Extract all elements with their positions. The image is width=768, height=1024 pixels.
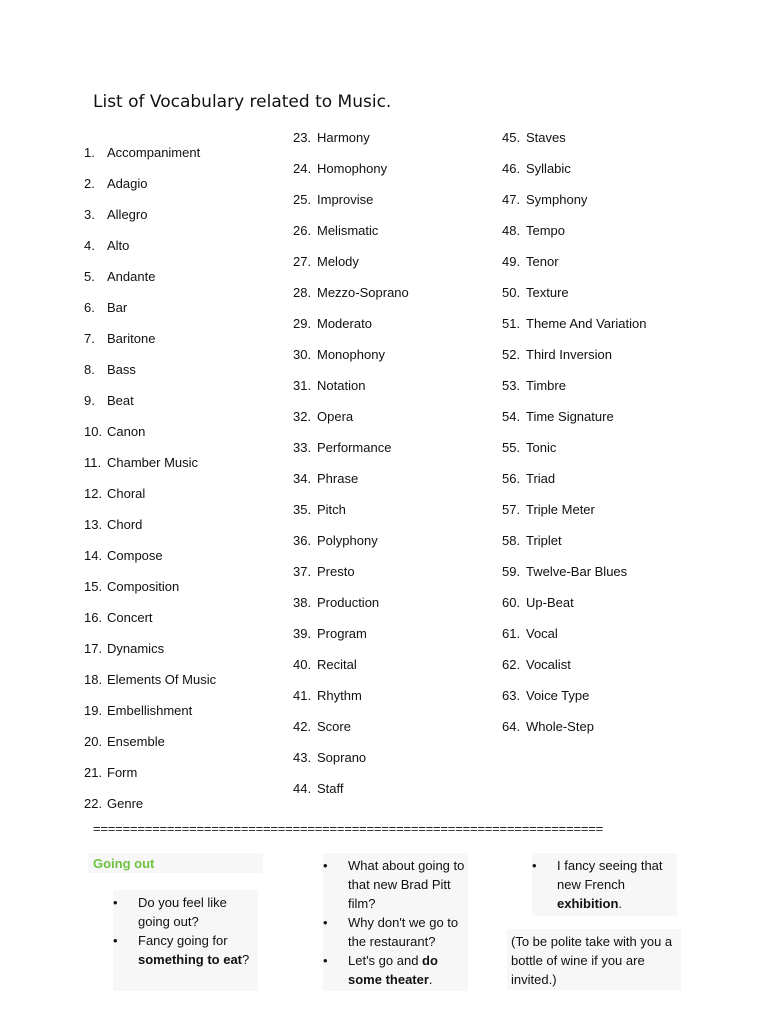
vocabulary-number: 40. (293, 657, 312, 672)
vocabulary-number: 6. (84, 300, 95, 315)
vocabulary-number: 14. (84, 548, 103, 563)
vocabulary-word: Symphony (526, 192, 588, 207)
vocabulary-number: 28. (293, 285, 312, 300)
going-out-heading: Going out (88, 853, 263, 873)
vocabulary-number: 44. (293, 781, 312, 796)
vocabulary-word: Bass (107, 362, 136, 377)
vocabulary-number: 47. (502, 192, 521, 207)
vocabulary-word: Voice Type (526, 688, 590, 703)
phrase-emphasis: do some theater (348, 953, 438, 987)
vocabulary-word: Production (317, 595, 380, 610)
vocabulary-word: Harmony (317, 130, 370, 145)
vocabulary-word: Rhythm (317, 688, 362, 703)
vocabulary-word: Time Signature (526, 409, 614, 424)
vocabulary-number: 61. (502, 626, 521, 641)
vocabulary-number: 9. (84, 393, 95, 408)
vocabulary-number: 10. (84, 424, 103, 439)
vocabulary-number: 38. (293, 595, 312, 610)
vocabulary-word: Andante (107, 269, 156, 284)
vocabulary-word: Recital (317, 657, 357, 672)
vocabulary-number: 25. (293, 192, 312, 207)
vocabulary-word: Melismatic (317, 223, 379, 238)
vocabulary-number: 26. (293, 223, 312, 238)
vocabulary-number: 52. (502, 347, 521, 362)
separator-line: ===================================================================== (93, 821, 604, 836)
phrase-text: What about going to that new Brad Pitt film? (348, 858, 465, 911)
vocabulary-number: 34. (293, 471, 312, 486)
vocabulary-word: Monophony (317, 347, 385, 362)
vocabulary-word: Texture (526, 285, 569, 300)
vocabulary-number: 1. (84, 145, 95, 160)
vocabulary-number: 15. (84, 579, 103, 594)
vocabulary-number: 37. (293, 564, 312, 579)
vocabulary-word: Presto (317, 564, 355, 579)
vocabulary-word: Tempo (526, 223, 566, 238)
vocabulary-number: 22. (84, 796, 103, 811)
phrase-emphasis: something to eat (138, 952, 243, 967)
vocabulary-number: 30. (293, 347, 312, 362)
vocabulary-number: 24. (293, 161, 312, 176)
vocabulary-number: 48. (502, 223, 521, 238)
phrase-text: Fancy going for (138, 933, 228, 948)
vocabulary-number: 64. (502, 719, 521, 734)
vocabulary-number: 51. (502, 316, 521, 331)
vocabulary-number: 11. (84, 455, 102, 470)
phrase-list-a (113, 893, 258, 969)
vocabulary-word: Chamber Music (107, 455, 199, 470)
vocabulary-word: Concert (107, 610, 153, 625)
vocabulary-word: Form (107, 765, 138, 780)
vocabulary-number: 32. (293, 409, 312, 424)
vocabulary-number: 53. (502, 378, 521, 393)
vocabulary-word: Phrase (317, 471, 359, 486)
vocabulary-word: Embellishment (107, 703, 193, 718)
vocabulary-word: Ensemble (107, 734, 165, 749)
vocabulary-word: Triplet (526, 533, 562, 548)
phrase-text: Why don't we go to the restaurant? (348, 915, 459, 949)
vocabulary-number: 13. (84, 517, 103, 532)
vocabulary-word: Genre (107, 796, 144, 811)
vocabulary-number: 20. (84, 734, 103, 749)
phrase-list-b (323, 856, 468, 989)
vocabulary-number: 59. (502, 564, 521, 579)
vocabulary-word: Whole-Step (526, 719, 594, 734)
vocabulary-number: 46. (502, 161, 521, 176)
phrase-text: Let's go and (348, 953, 423, 968)
vocabulary-word: Third Inversion (526, 347, 612, 362)
vocabulary-number: 45. (502, 130, 521, 145)
vocabulary-word: Program (317, 626, 367, 641)
vocabulary-word: Score (317, 719, 351, 734)
vocabulary-word: Compose (107, 548, 163, 563)
phrase-item (323, 951, 468, 989)
vocabulary-number: 19. (84, 703, 103, 718)
page-title: List of Vocabulary related to Music. (93, 92, 392, 112)
vocabulary-number: 27. (293, 254, 312, 269)
vocabulary-word: Alto (107, 238, 130, 253)
vocabulary-number: 60. (502, 595, 521, 610)
vocabulary-word: Bar (107, 300, 128, 315)
vocabulary-number: 3. (84, 207, 95, 222)
phrase-text: Do you feel like going out? (138, 895, 227, 929)
vocabulary-number: 33. (293, 440, 312, 455)
phrase-text: ? (242, 952, 250, 967)
vocabulary-word: Staves (526, 130, 566, 145)
polite-note: (To be polite take with you a bottle of wine if you are invited.) (507, 929, 681, 990)
vocabulary-word: Opera (317, 409, 354, 424)
vocabulary-number: 16. (84, 610, 103, 625)
vocabulary-word: Vocalist (526, 657, 571, 672)
vocabulary-word: Improvise (317, 192, 374, 207)
vocabulary-word: Adagio (107, 176, 148, 191)
vocabulary-word: Melody (317, 254, 359, 269)
vocabulary-number: 17. (84, 641, 103, 656)
vocabulary-word: Allegro (107, 207, 148, 222)
vocabulary-word: Staff (317, 781, 344, 796)
vocabulary-number: 39. (293, 626, 312, 641)
vocabulary-word: Beat (107, 393, 134, 408)
vocabulary-word: Canon (107, 424, 146, 439)
vocabulary-word: Timbre (526, 378, 566, 393)
vocabulary-word: Dynamics (107, 641, 165, 656)
phrase-list-c (532, 856, 677, 913)
vocabulary-number: 36. (293, 533, 312, 548)
vocabulary-word: Choral (107, 486, 146, 501)
phrase-text: I fancy seeing that new French (557, 858, 663, 892)
vocabulary-number: 29. (293, 316, 312, 331)
vocabulary-word: Twelve-Bar Blues (526, 564, 628, 579)
vocabulary-word: Accompaniment (107, 145, 201, 160)
phrase-text: . (428, 972, 433, 987)
vocabulary-word: Baritone (107, 331, 156, 346)
vocabulary-word: Triad (526, 471, 556, 486)
vocabulary-word: Chord (107, 517, 143, 532)
phrase-text: . (618, 896, 623, 911)
vocabulary-number: 31. (293, 378, 312, 393)
vocabulary-number: 8. (84, 362, 95, 377)
vocabulary-word: Vocal (526, 626, 558, 641)
vocabulary-word: Moderato (317, 316, 372, 331)
vocabulary-word: Up-Beat (526, 595, 574, 610)
vocabulary-number: 43. (293, 750, 312, 765)
vocabulary-number: 7. (84, 331, 95, 346)
vocabulary-word: Tonic (526, 440, 557, 455)
vocabulary-word: Elements Of Music (107, 672, 217, 687)
vocabulary-word: Triple Meter (526, 502, 595, 517)
vocabulary-number: 35. (293, 502, 312, 517)
vocabulary-word: Polyphony (317, 533, 378, 548)
vocabulary-number: 2. (84, 176, 95, 191)
vocabulary-number: 50. (502, 285, 521, 300)
going-out-box-b (323, 853, 468, 991)
vocabulary-number: 57. (502, 502, 521, 517)
vocabulary-number: 21. (84, 765, 103, 780)
vocabulary-number: 56. (502, 471, 521, 486)
vocabulary-number: 49. (502, 254, 521, 269)
phrase-item (532, 856, 677, 913)
phrase-item (323, 856, 468, 913)
vocabulary-number: 54. (502, 409, 521, 424)
vocabulary-number: 4. (84, 238, 95, 253)
vocabulary-word: Homophony (317, 161, 388, 176)
vocabulary-number: 41. (293, 688, 312, 703)
phrase-item (323, 913, 468, 951)
phrase-item (113, 893, 258, 931)
vocabulary-number: 63. (502, 688, 521, 703)
vocabulary-word: Soprano (317, 750, 367, 765)
vocabulary-number: 5. (84, 269, 95, 284)
vocabulary-word: Mezzo-Soprano (317, 285, 409, 300)
vocabulary-word: Tenor (526, 254, 559, 269)
vocabulary-number: 12. (84, 486, 103, 501)
going-out-box-c (532, 853, 677, 916)
vocabulary-word: Theme And Variation (526, 316, 647, 331)
phrase-item (113, 931, 258, 969)
vocabulary-word: Syllabic (526, 161, 571, 176)
vocabulary-word: Notation (317, 378, 366, 393)
vocabulary-number: 23. (293, 130, 312, 145)
vocabulary-number: 55. (502, 440, 521, 455)
phrase-emphasis: exhibition (557, 896, 619, 911)
going-out-box-a (113, 890, 258, 991)
vocabulary-word: Pitch (317, 502, 346, 517)
vocabulary-word: Performance (317, 440, 392, 455)
vocabulary-word: Composition (107, 579, 180, 594)
vocabulary-number: 42. (293, 719, 312, 734)
vocabulary-number: 58. (502, 533, 521, 548)
vocabulary-number: 18. (84, 672, 103, 687)
vocabulary-number: 62. (502, 657, 521, 672)
